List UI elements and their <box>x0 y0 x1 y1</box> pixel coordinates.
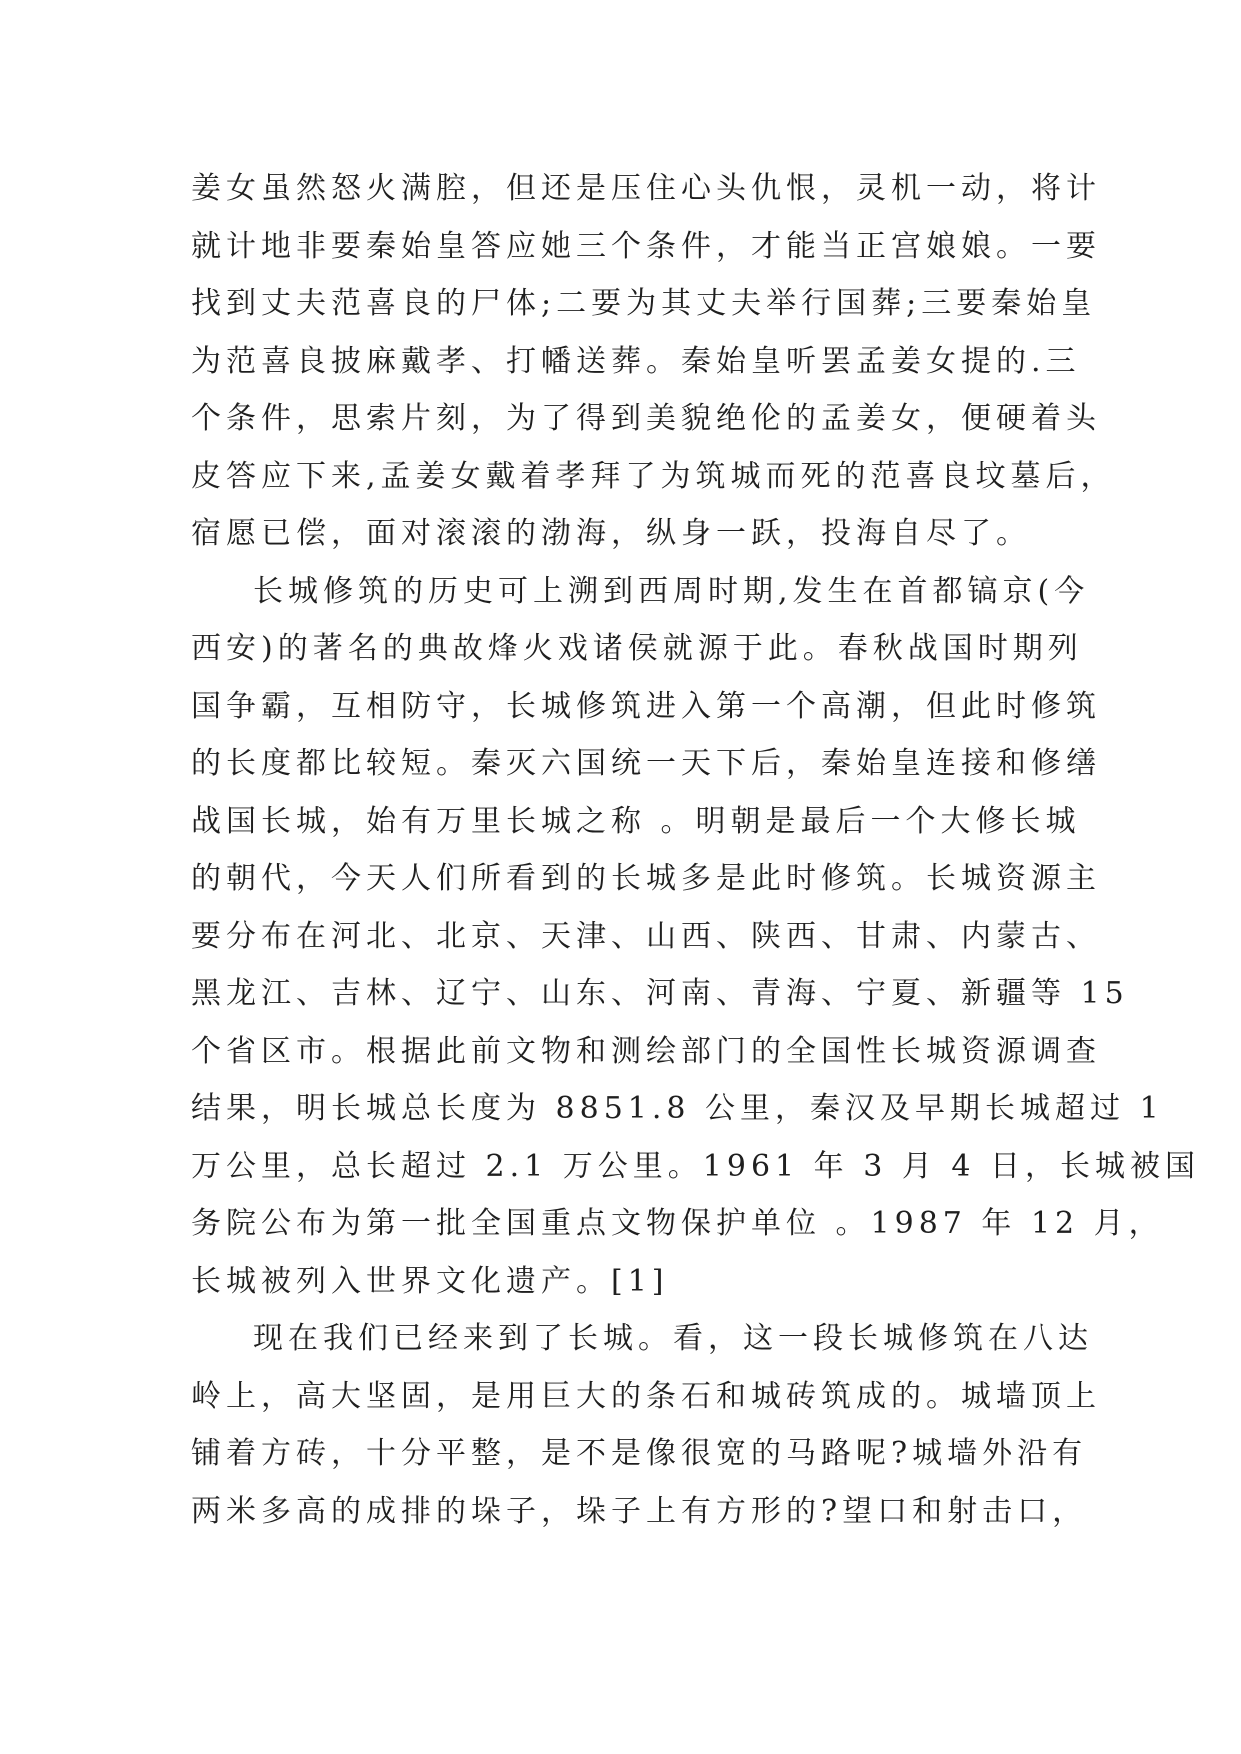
text-line: 长城被列入世界文化遗产。[1] <box>191 1263 669 1299</box>
text-line: 两米多高的成排的垛子，垛子上有方形的?望口和射击口， <box>191 1493 1088 1529</box>
text-line: 结果，明长城总长度为 8851.8 公里，秦汉及早期长城超过 1 <box>191 1091 1164 1126</box>
text-line: 长城修筑的历史可上溯到西周时期,发生在首都镐京(今 <box>253 573 1090 609</box>
text-line: 现在我们已经来到了长城。看，这一段长城修筑在八达 <box>253 1321 1093 1356</box>
text-line: 战国长城，始有万里长城之称 。明朝是最后一个大修长城 <box>191 803 1081 839</box>
text-line: 国争霸，互相防守，长城修筑进入第一个高潮，但此时修筑 <box>191 688 1101 724</box>
text-line: 要分布在河北、北京、天津、山西、陕西、甘肃、内蒙古、 <box>191 918 1101 954</box>
text-line: 黑龙江、吉林、辽宁、山东、河南、青海、宁夏、新疆等 15 <box>191 976 1129 1011</box>
paragraph-great-wall-history <box>191 563 1200 1311</box>
document-body <box>191 160 1200 1540</box>
text-line: 宿愿已偿，面对滚滚的渤海，纵身一跃，投海自尽了。 <box>191 516 1031 551</box>
text-line: 皮答应下来,孟姜女戴着孝拜了为筑城而死的范喜良坟墓后， <box>191 458 1116 494</box>
text-line: 姜女虽然怒火满腔，但还是压住心头仇恨，灵机一动，将计 <box>191 171 1101 206</box>
text-line: 铺着方砖，十分平整，是不是像很宽的马路呢?城墙外沿有 <box>191 1436 1088 1471</box>
text-line: 为范喜良披麻戴孝、打幡送葬。秦始皇听罢孟姜女提的.三 <box>191 343 1081 379</box>
text-line: 个省区市。根据此前文物和测绘部门的全国性长城资源调查 <box>191 1033 1101 1069</box>
text-line: 万公里，总长超过 2.1 万公里。1961 年 3 月 4 日，长城被国 <box>191 1148 1200 1184</box>
text-line: 岭上，高大坚固，是用巨大的条石和城砖筑成的。城墙顶上 <box>191 1378 1101 1414</box>
text-line: 找到丈夫范喜良的尸体;二要为其丈夫举行国葬;三要秦始皇 <box>191 286 1097 321</box>
text-line: 务院公布为第一批全国重点文物保护单位 。1987 年 12 月， <box>191 1206 1164 1241</box>
text-line: 就计地非要秦始皇答应她三个条件，才能当正宫娘娘。一要 <box>191 228 1101 264</box>
text-line: 个条件，思索片刻，为了得到美貌绝伦的孟姜女，便硬着头 <box>191 401 1101 436</box>
text-line: 的长度都比较短。秦灭六国统一天下后，秦始皇连接和修缮 <box>191 746 1101 781</box>
text-line: 的朝代，今天人们所看到的长城多是此时修筑。长城资源主 <box>191 861 1101 896</box>
paragraph-meng-jiangnv-ending <box>191 160 1116 563</box>
text-line: 西安)的著名的典故烽火戏诸侯就源于此。春秋战国时期列 <box>191 631 1083 666</box>
paragraph-badaling-description <box>191 1310 1101 1540</box>
